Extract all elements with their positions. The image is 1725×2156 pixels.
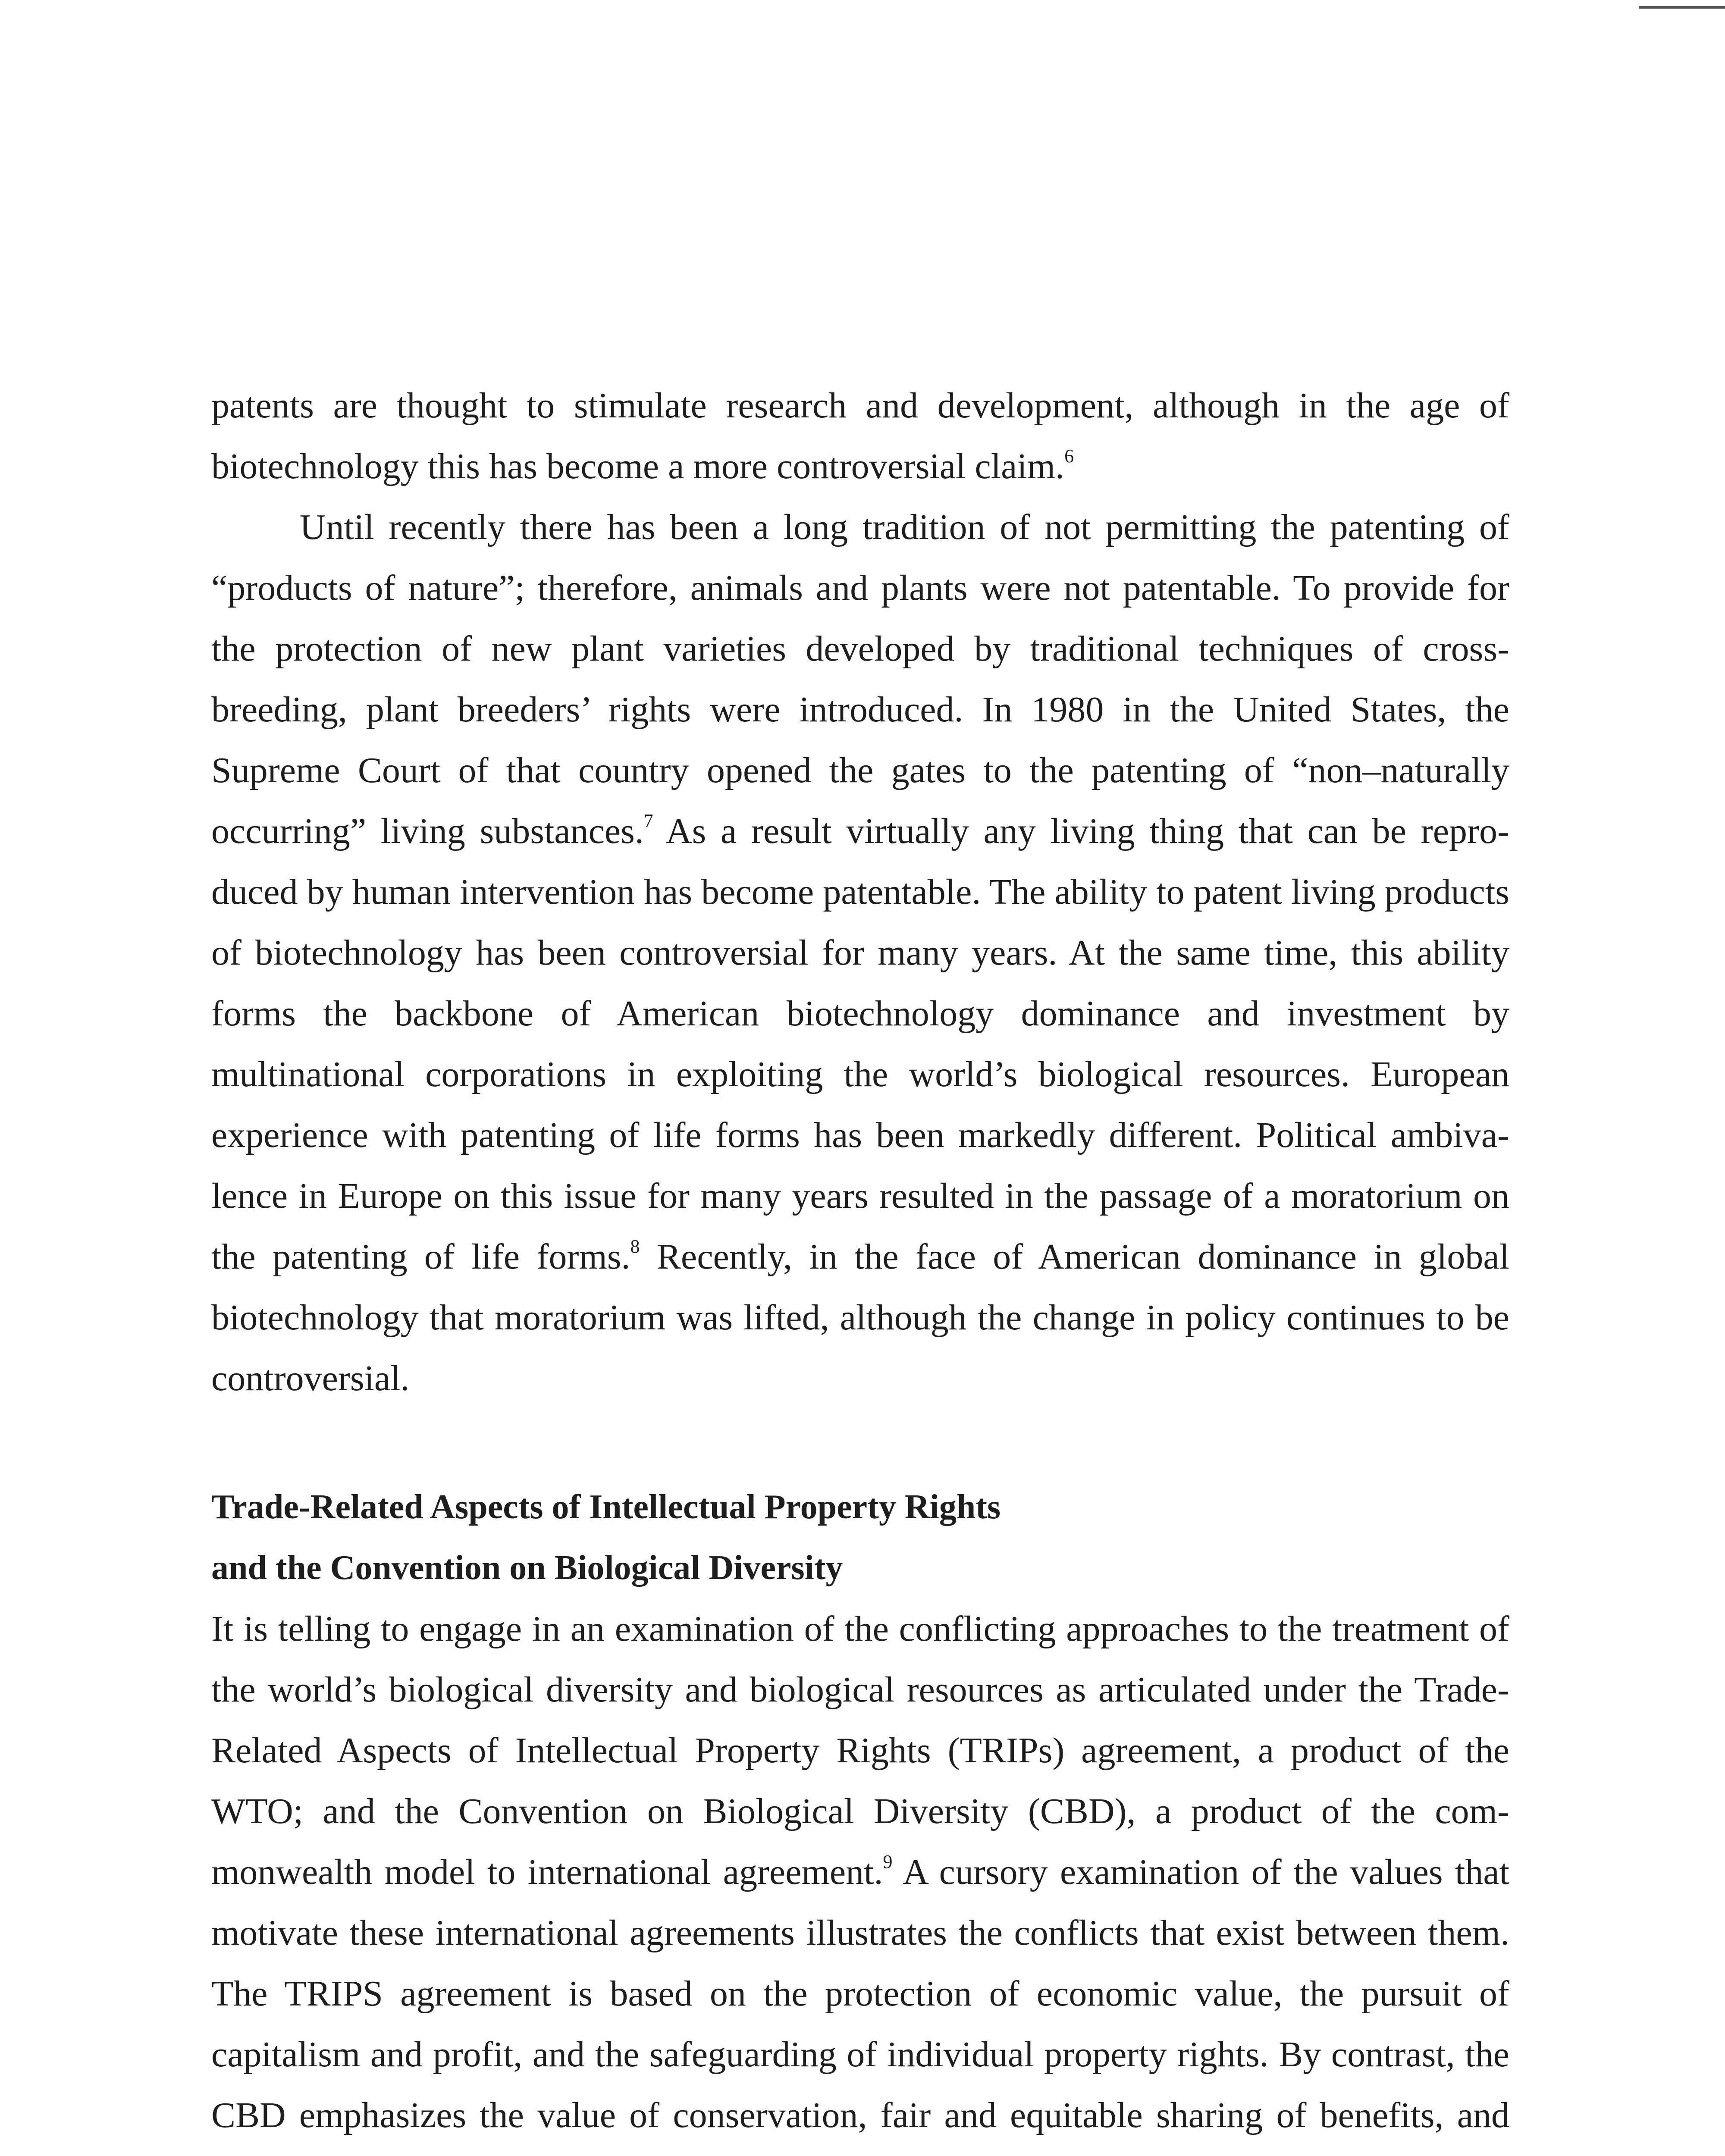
paragraph-text: It is telling to engage in an examination of the conflicting approaches to the treatment of the world’s biological diversity and biological resources as articulated under the Trade-Related Aspects of Intellectual Property Rights (TRIPs) agreement, a product of the WTO; and the Convention on Biological Diversity (CBD), a product of the commonwealth model to international agreement. [211, 1609, 1509, 1892]
paragraph-text: A cursory examination of the values that motivate these international agreements illustrates the conflicts that exist between them. The TRIPS agreement is based on the protection of economic value, the pursuit of capitalism and profit, and the safeguarding of individual property rights. By contrast, the CBD emphasizes the value of conservation, fair and equitable sharing of benefits, and [211, 1852, 1509, 2135]
footnote-ref-6: 6 [1064, 445, 1074, 467]
scan-edge-line [1639, 6, 1725, 9]
paragraph-text: Until recently there has been a long tradition of not permitting the patenting of “products of nature”; therefore, animals and plants were not patentable. To provide for the protection of new plant varieties developed by traditional techniques of cross-breeding, plant breeders’ rights were introduced. In 1980 in the United States, the Supreme Court of that country opened the gates to the patenting of “non–naturally occurring” living substances. [211, 507, 1509, 851]
footnote-ref-7: 7 [643, 810, 653, 831]
footnote-ref-9: 9 [883, 1851, 893, 1872]
body-text-section [211, 1477, 1509, 2156]
section-heading-line-2: and the Convention on Biological Diversity [211, 1549, 843, 1587]
paragraph-continued [211, 375, 1509, 497]
paragraph-text: As a result virtually any living thing that can be reproduced by human intervention has become patentable. The ability to patent living products of biotechnology has been controversial for many years. At the same time, this ability forms the backbone of American biotechnology dominance and investment by multinational corporations in exploiting the world’s biological resources. European experience with patenting of life forms has been markedly different. Political ambivalence in Europe on this issue for many years resulted in the passage of a moratorium on the patenting of life forms. [211, 811, 1509, 1277]
footnote-ref-8: 8 [630, 1236, 640, 1257]
paragraph-text: patents are thought to stimulate research and development, although in the age of biotechnology this has become a more controversial claim. [211, 385, 1509, 486]
paragraph-trips-cbd [211, 1598, 1509, 2156]
paragraph-text: Recently, in the face of American dominance in global biotechnology that moratorium was lifted, although the change in policy continues to be controversial. [211, 1237, 1509, 1398]
body-text-upper [211, 375, 1509, 1409]
section-heading [211, 1477, 1509, 1598]
section-heading-line-1: Trade-Related Aspects of Intellectual Property Rights [211, 1488, 1001, 1526]
paragraph-patenting-history [211, 497, 1509, 1409]
